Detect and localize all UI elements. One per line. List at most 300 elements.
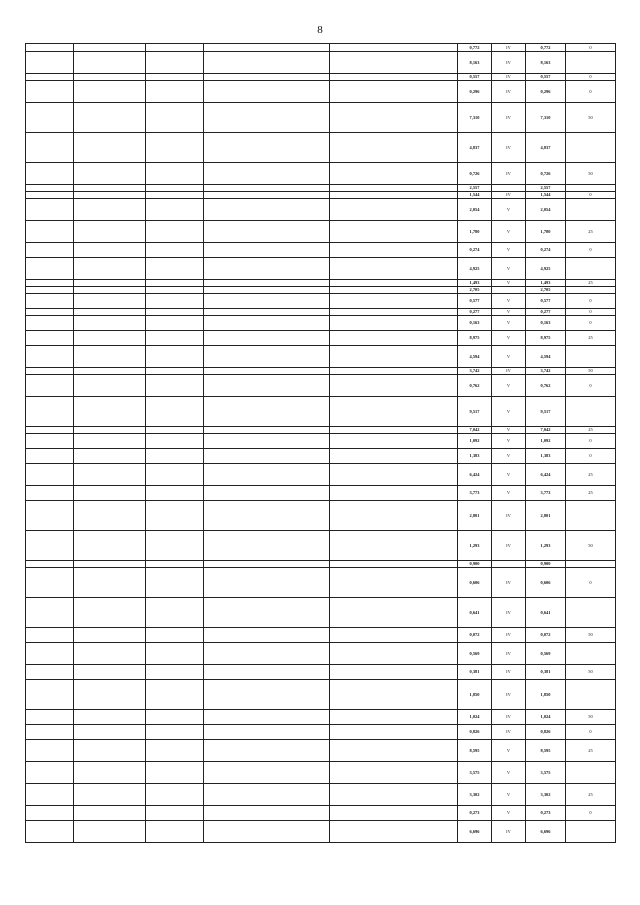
speed-cell: 50: [566, 710, 616, 725]
length-cell: 2,054: [458, 199, 492, 221]
category-cell: V: [492, 449, 526, 464]
length-cell: 2,557: [458, 185, 492, 192]
district-cell: [146, 287, 204, 294]
total-length-cell: 1,024: [526, 710, 566, 725]
road-name-cell: [74, 397, 146, 427]
length-cell: 0,900: [458, 561, 492, 568]
district-cell: [146, 397, 204, 427]
total-length-cell: 0,726: [526, 163, 566, 185]
road-id-cell: [26, 163, 74, 185]
category-cell: V: [492, 486, 526, 501]
end-cell: [330, 740, 458, 762]
start-cell: [204, 531, 330, 561]
road-id-cell: [26, 486, 74, 501]
category-cell: IV: [492, 531, 526, 561]
road-id-cell: [26, 133, 74, 163]
road-name-cell: [74, 427, 146, 434]
road-name-cell: [74, 368, 146, 375]
table-row: [26, 81, 616, 103]
category-cell: V: [492, 427, 526, 434]
total-length-cell: 6,696: [526, 821, 566, 843]
total-length-cell: 7,310: [526, 103, 566, 133]
road-name-cell: [74, 74, 146, 81]
table-row: [26, 243, 616, 258]
end-cell: [330, 628, 458, 643]
start-cell: [204, 192, 330, 199]
total-length-cell: 7,042: [526, 427, 566, 434]
start-cell: [204, 762, 330, 784]
table-row: [26, 221, 616, 243]
speed-cell: 50: [566, 103, 616, 133]
road-name-cell: [74, 628, 146, 643]
road-id-cell: [26, 243, 74, 258]
district-cell: [146, 258, 204, 280]
length-cell: 2,801: [458, 501, 492, 531]
district-cell: [146, 568, 204, 598]
road-name-cell: [74, 258, 146, 280]
start-cell: [204, 561, 330, 568]
total-length-cell: 1,293: [526, 531, 566, 561]
total-length-cell: 0,557: [526, 74, 566, 81]
road-name-cell: [74, 185, 146, 192]
road-id-cell: [26, 192, 74, 199]
total-length-cell: 0,381: [526, 665, 566, 680]
total-length-cell: 4,837: [526, 133, 566, 163]
table-row: [26, 52, 616, 74]
end-cell: [330, 331, 458, 346]
total-length-cell: 0,072: [526, 628, 566, 643]
district-cell: [146, 762, 204, 784]
total-length-cell: 2,557: [526, 185, 566, 192]
road-id-cell: [26, 449, 74, 464]
start-cell: [204, 81, 330, 103]
start-cell: [204, 133, 330, 163]
total-length-cell: 3,773: [526, 486, 566, 501]
category-cell: V: [492, 199, 526, 221]
total-length-cell: 3,575: [526, 762, 566, 784]
length-cell: 1,544: [458, 192, 492, 199]
total-length-cell: 6,424: [526, 464, 566, 486]
table-row: [26, 531, 616, 561]
road-id-cell: [26, 821, 74, 843]
speed-cell: 25: [566, 331, 616, 346]
category-cell: IV: [492, 74, 526, 81]
road-id-cell: [26, 598, 74, 628]
length-cell: 6,424: [458, 464, 492, 486]
speed-cell: 0: [566, 316, 616, 331]
speed-cell: 25: [566, 280, 616, 287]
district-cell: [146, 449, 204, 464]
end-cell: [330, 464, 458, 486]
district-cell: [146, 280, 204, 287]
table-row: [26, 199, 616, 221]
road-id-cell: [26, 434, 74, 449]
length-cell: 7,042: [458, 427, 492, 434]
speed-cell: 0: [566, 309, 616, 316]
total-length-cell: 8,975: [526, 331, 566, 346]
road-id-cell: [26, 740, 74, 762]
table-row: [26, 434, 616, 449]
road-name-cell: [74, 725, 146, 740]
end-cell: [330, 287, 458, 294]
table-row: [26, 643, 616, 665]
length-cell: 4,925: [458, 258, 492, 280]
start-cell: [204, 331, 330, 346]
speed-cell: [566, 52, 616, 74]
length-cell: 9,517: [458, 397, 492, 427]
end-cell: [330, 103, 458, 133]
table-row: [26, 192, 616, 199]
start-cell: [204, 486, 330, 501]
district-cell: [146, 52, 204, 74]
end-cell: [330, 221, 458, 243]
road-name-cell: [74, 192, 146, 199]
length-cell: 4,594: [458, 346, 492, 368]
total-length-cell: 0,577: [526, 294, 566, 309]
length-cell: 1,092: [458, 434, 492, 449]
road-name-cell: [74, 784, 146, 806]
length-cell: 0,762: [458, 375, 492, 397]
end-cell: [330, 199, 458, 221]
total-length-cell: 0,606: [526, 568, 566, 598]
category-cell: IV: [492, 665, 526, 680]
district-cell: [146, 103, 204, 133]
road-id-cell: [26, 561, 74, 568]
table-row: [26, 725, 616, 740]
category-cell: IV: [492, 103, 526, 133]
end-cell: [330, 192, 458, 199]
table-row: [26, 103, 616, 133]
total-length-cell: 1,493: [526, 280, 566, 287]
category-cell: V: [492, 221, 526, 243]
speed-cell: 0: [566, 806, 616, 821]
end-cell: [330, 486, 458, 501]
category-cell: V: [492, 258, 526, 280]
end-cell: [330, 346, 458, 368]
district-cell: [146, 133, 204, 163]
district-cell: [146, 561, 204, 568]
speed-cell: 50: [566, 531, 616, 561]
length-cell: 3,773: [458, 486, 492, 501]
table-row: [26, 74, 616, 81]
end-cell: [330, 81, 458, 103]
start-cell: [204, 643, 330, 665]
district-cell: [146, 331, 204, 346]
length-cell: 1,780: [458, 221, 492, 243]
end-cell: [330, 133, 458, 163]
end-cell: [330, 74, 458, 81]
total-length-cell: 1,544: [526, 192, 566, 199]
end-cell: [330, 710, 458, 725]
category-cell: IV: [492, 628, 526, 643]
start-cell: [204, 309, 330, 316]
category-cell: IV: [492, 192, 526, 199]
total-length-cell: 1,092: [526, 434, 566, 449]
category-cell: IV: [492, 368, 526, 375]
length-cell: 3,302: [458, 784, 492, 806]
road-name-cell: [74, 346, 146, 368]
total-length-cell: 3,742: [526, 368, 566, 375]
table-row: [26, 427, 616, 434]
end-cell: [330, 680, 458, 710]
road-id-cell: [26, 258, 74, 280]
district-cell: [146, 74, 204, 81]
category-cell: V: [492, 294, 526, 309]
road-id-cell: [26, 680, 74, 710]
road-name-cell: [74, 806, 146, 821]
speed-cell: 25: [566, 464, 616, 486]
table-row: [26, 163, 616, 185]
road-id-cell: [26, 665, 74, 680]
road-name-cell: [74, 449, 146, 464]
table-row: [26, 133, 616, 163]
category-cell: IV: [492, 501, 526, 531]
table-row: [26, 598, 616, 628]
table-row: [26, 821, 616, 843]
start-cell: [204, 568, 330, 598]
length-cell: 8,975: [458, 331, 492, 346]
start-cell: [204, 294, 330, 309]
speed-cell: 25: [566, 427, 616, 434]
end-cell: [330, 185, 458, 192]
road-name-cell: [74, 464, 146, 486]
category-cell: V: [492, 806, 526, 821]
start-cell: [204, 44, 330, 52]
end-cell: [330, 294, 458, 309]
category-cell: V: [492, 740, 526, 762]
start-cell: [204, 163, 330, 185]
road-id-cell: [26, 784, 74, 806]
table-row: [26, 740, 616, 762]
total-length-cell: 0,826: [526, 725, 566, 740]
table-row: [26, 44, 616, 52]
category-cell: V: [492, 243, 526, 258]
length-cell: 0,557: [458, 74, 492, 81]
start-cell: [204, 725, 330, 740]
category-cell: V: [492, 397, 526, 427]
length-cell: 1,383: [458, 449, 492, 464]
table-row: [26, 464, 616, 486]
speed-cell: [566, 643, 616, 665]
road-id-cell: [26, 531, 74, 561]
start-cell: [204, 74, 330, 81]
category-cell: V: [492, 280, 526, 287]
length-cell: 1,024: [458, 710, 492, 725]
district-cell: [146, 199, 204, 221]
end-cell: [330, 568, 458, 598]
road-name-cell: [74, 280, 146, 287]
table-row: [26, 309, 616, 316]
end-cell: [330, 561, 458, 568]
speed-cell: [566, 821, 616, 843]
start-cell: [204, 710, 330, 725]
category-cell: V: [492, 346, 526, 368]
road-id-cell: [26, 628, 74, 643]
table-row: [26, 486, 616, 501]
total-length-cell: 0,163: [526, 316, 566, 331]
district-cell: [146, 740, 204, 762]
road-id-cell: [26, 294, 74, 309]
length-cell: 0,641: [458, 598, 492, 628]
table-row: [26, 346, 616, 368]
register-table-body: [26, 44, 616, 843]
road-id-cell: [26, 568, 74, 598]
end-cell: [330, 501, 458, 531]
road-name-cell: [74, 568, 146, 598]
end-cell: [330, 725, 458, 740]
length-cell: 3,742: [458, 368, 492, 375]
table-row: [26, 368, 616, 375]
district-cell: [146, 346, 204, 368]
road-id-cell: [26, 280, 74, 287]
district-cell: [146, 81, 204, 103]
category-cell: V: [492, 434, 526, 449]
length-cell: 1,850: [458, 680, 492, 710]
end-cell: [330, 665, 458, 680]
total-length-cell: 0,641: [526, 598, 566, 628]
speed-cell: [566, 501, 616, 531]
district-cell: [146, 185, 204, 192]
start-cell: [204, 52, 330, 74]
length-cell: 0,381: [458, 665, 492, 680]
end-cell: [330, 163, 458, 185]
total-length-cell: 2,801: [526, 501, 566, 531]
speed-cell: 0: [566, 375, 616, 397]
road-name-cell: [74, 199, 146, 221]
road-name-cell: [74, 316, 146, 331]
road-id-cell: [26, 643, 74, 665]
start-cell: [204, 221, 330, 243]
table-row: [26, 258, 616, 280]
road-id-cell: [26, 762, 74, 784]
end-cell: [330, 316, 458, 331]
start-cell: [204, 680, 330, 710]
length-cell: 0,296: [458, 81, 492, 103]
total-length-cell: 8,163: [526, 52, 566, 74]
speed-cell: 50: [566, 163, 616, 185]
speed-cell: 25: [566, 486, 616, 501]
speed-cell: [566, 598, 616, 628]
category-cell: V: [492, 316, 526, 331]
road-name-cell: [74, 331, 146, 346]
speed-cell: 0: [566, 449, 616, 464]
road-name-cell: [74, 163, 146, 185]
district-cell: [146, 316, 204, 331]
district-cell: [146, 44, 204, 52]
length-cell: 0,274: [458, 243, 492, 258]
page-number: 8: [317, 24, 323, 36]
table-row: [26, 568, 616, 598]
district-cell: [146, 665, 204, 680]
length-cell: 8,163: [458, 52, 492, 74]
road-id-cell: [26, 375, 74, 397]
start-cell: [204, 501, 330, 531]
speed-cell: 50: [566, 665, 616, 680]
category-cell: V: [492, 464, 526, 486]
end-cell: [330, 784, 458, 806]
table-row: [26, 449, 616, 464]
start-cell: [204, 375, 330, 397]
table-row: [26, 287, 616, 294]
length-cell: 0,277: [458, 309, 492, 316]
table-row: [26, 806, 616, 821]
category-cell: V: [492, 331, 526, 346]
speed-cell: 0: [566, 192, 616, 199]
total-length-cell: 0,277: [526, 309, 566, 316]
district-cell: [146, 531, 204, 561]
length-cell: 0,072: [458, 628, 492, 643]
start-cell: [204, 185, 330, 192]
length-cell: 1,293: [458, 531, 492, 561]
category-cell: V: [492, 309, 526, 316]
district-cell: [146, 643, 204, 665]
category-cell: IV: [492, 710, 526, 725]
district-cell: [146, 375, 204, 397]
category-cell: V: [492, 784, 526, 806]
category-cell: IV: [492, 643, 526, 665]
total-length-cell: 4,594: [526, 346, 566, 368]
road-id-cell: [26, 316, 74, 331]
length-cell: 4,837: [458, 133, 492, 163]
district-cell: [146, 192, 204, 199]
end-cell: [330, 309, 458, 316]
road-id-cell: [26, 309, 74, 316]
road-id-cell: [26, 44, 74, 52]
total-length-cell: 0,569: [526, 643, 566, 665]
road-name-cell: [74, 561, 146, 568]
length-cell: 7,310: [458, 103, 492, 133]
end-cell: [330, 280, 458, 287]
length-cell: 8,595: [458, 740, 492, 762]
road-id-cell: [26, 501, 74, 531]
road-id-cell: [26, 397, 74, 427]
category-cell: IV: [492, 680, 526, 710]
speed-cell: [566, 287, 616, 294]
road-id-cell: [26, 103, 74, 133]
speed-cell: 0: [566, 434, 616, 449]
start-cell: [204, 449, 330, 464]
table-row: [26, 784, 616, 806]
total-length-cell: 2,705: [526, 287, 566, 294]
table-row: [26, 294, 616, 309]
road-name-cell: [74, 680, 146, 710]
road-id-cell: [26, 427, 74, 434]
district-cell: [146, 464, 204, 486]
start-cell: [204, 427, 330, 434]
road-name-cell: [74, 643, 146, 665]
register-table: [25, 43, 616, 843]
speed-cell: 0: [566, 725, 616, 740]
category-cell: V: [492, 375, 526, 397]
road-id-cell: [26, 74, 74, 81]
road-name-cell: [74, 710, 146, 725]
speed-cell: 0: [566, 294, 616, 309]
road-name-cell: [74, 375, 146, 397]
start-cell: [204, 346, 330, 368]
length-cell: 0,726: [458, 163, 492, 185]
total-length-cell: 1,383: [526, 449, 566, 464]
start-cell: [204, 434, 330, 449]
total-length-cell: 0,900: [526, 561, 566, 568]
end-cell: [330, 397, 458, 427]
category-cell: IV: [492, 598, 526, 628]
category-cell: [492, 561, 526, 568]
category-cell: IV: [492, 821, 526, 843]
road-name-cell: [74, 287, 146, 294]
end-cell: [330, 375, 458, 397]
road-id-cell: [26, 464, 74, 486]
end-cell: [330, 258, 458, 280]
